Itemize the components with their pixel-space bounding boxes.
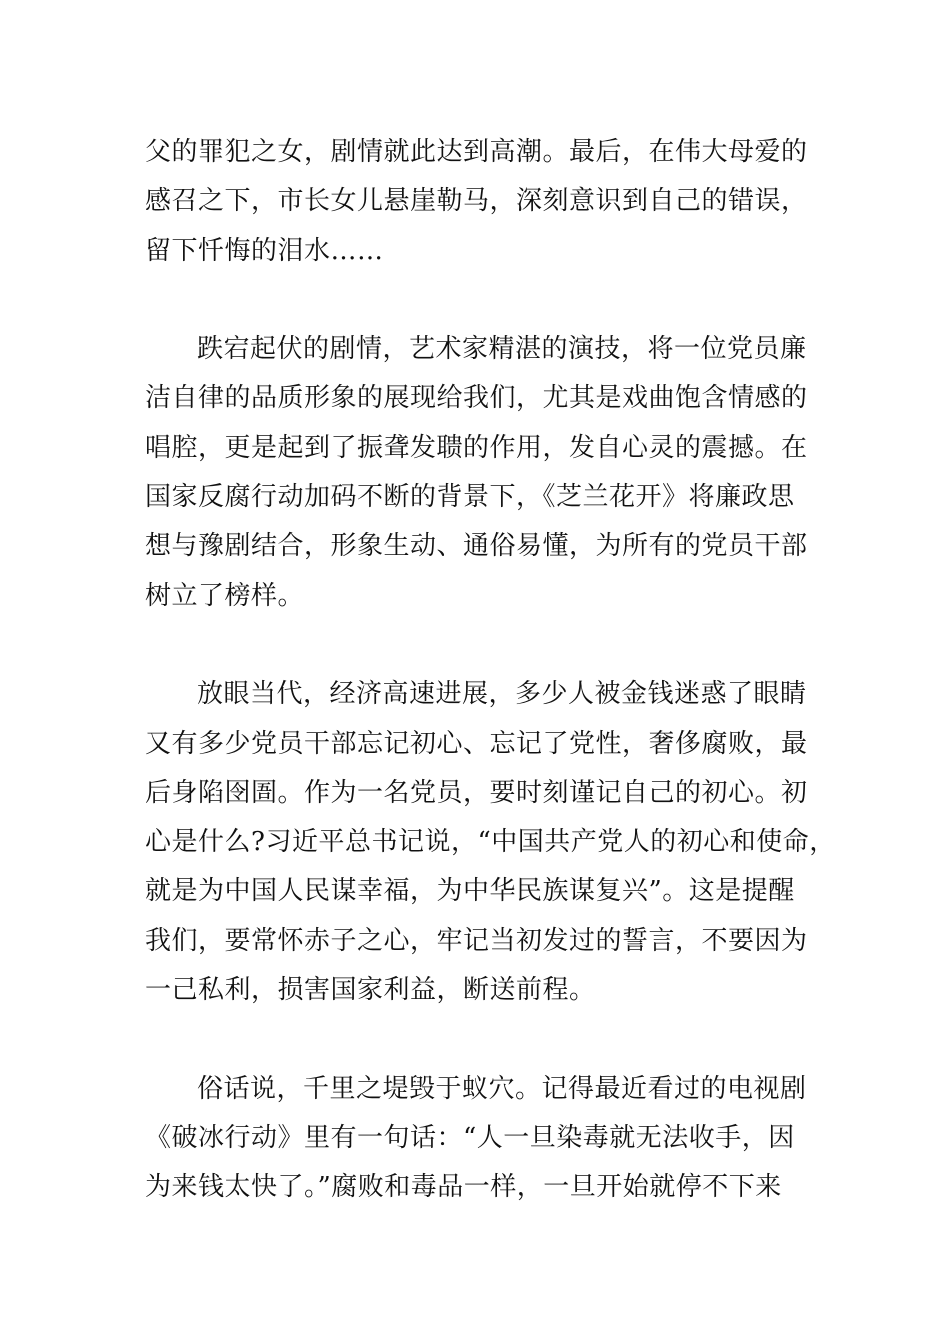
text-line: 心是什么?习近平总书记说，“中国共产党人的初心和使命， [145, 827, 836, 858]
text-line: 我们，要常怀赤子之心，牢记当初发过的誓言，不要因为 [145, 925, 808, 956]
paragraph-4 [145, 1065, 810, 1213]
paragraph-2 [145, 325, 810, 621]
text-line: 又有多少党员干部忘记初心、忘记了党性，奢侈腐败，最 [145, 728, 808, 759]
text-line: 俗话说，千里之堤毁于蚁穴。记得最近看过的电视剧 [197, 1073, 807, 1104]
text-line: 感召之下，市长女儿悬崖勒马，深刻意识到自己的错误， [145, 186, 808, 217]
text-line: 洁自律的品质形象的展现给我们，尤其是戏曲饱含情感的 [145, 383, 808, 414]
text-line: 国家反腐行动加码不断的背景下，《芝兰花开》将廉政思 [145, 482, 795, 513]
text-line: 《破冰行动》里有一句话：“人一旦染毒就无法收手，因 [145, 1122, 795, 1153]
text-line: 跌宕起伏的剧情，艺术家精湛的演技，将一位党员廉 [197, 334, 807, 365]
text-line: 为来钱太快了。”腐败和毒品一样，一旦开始就停不下来 [145, 1172, 782, 1203]
text-line: 想与豫剧结合，形象生动、通俗易懂，为所有的党员干部 [145, 531, 808, 562]
paragraph-gap [145, 1015, 810, 1064]
paragraph-3 [145, 670, 836, 1015]
text-line: 一己私利，损害国家利益，断送前程。 [145, 975, 596, 1006]
text-line: 留下忏悔的泪水…… [145, 235, 384, 266]
paragraph-gap [145, 276, 810, 325]
paragraph-1 [145, 128, 810, 276]
text-line: 父的罪犯之女，剧情就此达到高潮。最后，在伟大母爱的 [145, 137, 808, 167]
text-line: 放眼当代，经济高速进展，多少人被金钱迷惑了眼睛 [197, 679, 807, 710]
text-line: 树立了榜样。 [145, 580, 305, 611]
document-body [145, 128, 836, 1213]
text-line: 就是为中国人民谋幸福，为中华民族谋复兴”。这是提醒 [145, 876, 795, 907]
text-line: 唱腔，更是起到了振聋发聩的作用，发自心灵的震撼。在 [145, 432, 808, 463]
text-line: 后身陷囹圄。作为一名党员，要时刻谨记自己的初心。初 [145, 777, 808, 808]
paragraph-gap [145, 621, 810, 670]
